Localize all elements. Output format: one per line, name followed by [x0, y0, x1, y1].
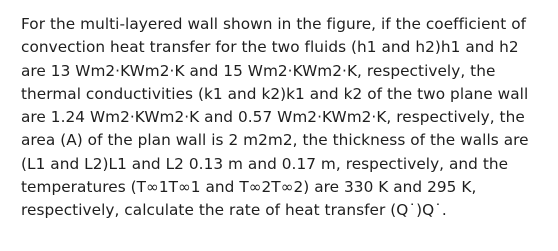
question-text: For the multi-layered wall shown in the figure, if the coefficient of convection heat transfer for the two fluids (h1 and h2)h1 and h2 are 13 Wm2·KWm2·K and 15 Wm2·KWm2·K, respectively, the thermal conductivities (k1 and k2)k1 and k2 of the two plane wall are 1.24 Wm2·KWm2·K and 0.57 Wm2·KWm2·K, respectively, the area (A) of the plan wall is 2 m2m2, the thickness of the walls are (L1 and L2)L1 and L2 0.13 m and 0.17 m, respectively, and the temperatures (T∞1T∞1 and T∞2T∞2) are 330 K and 295 K, respectively, calculate the rate of heat transfer (Q˙)Q˙. [21, 15, 529, 220]
